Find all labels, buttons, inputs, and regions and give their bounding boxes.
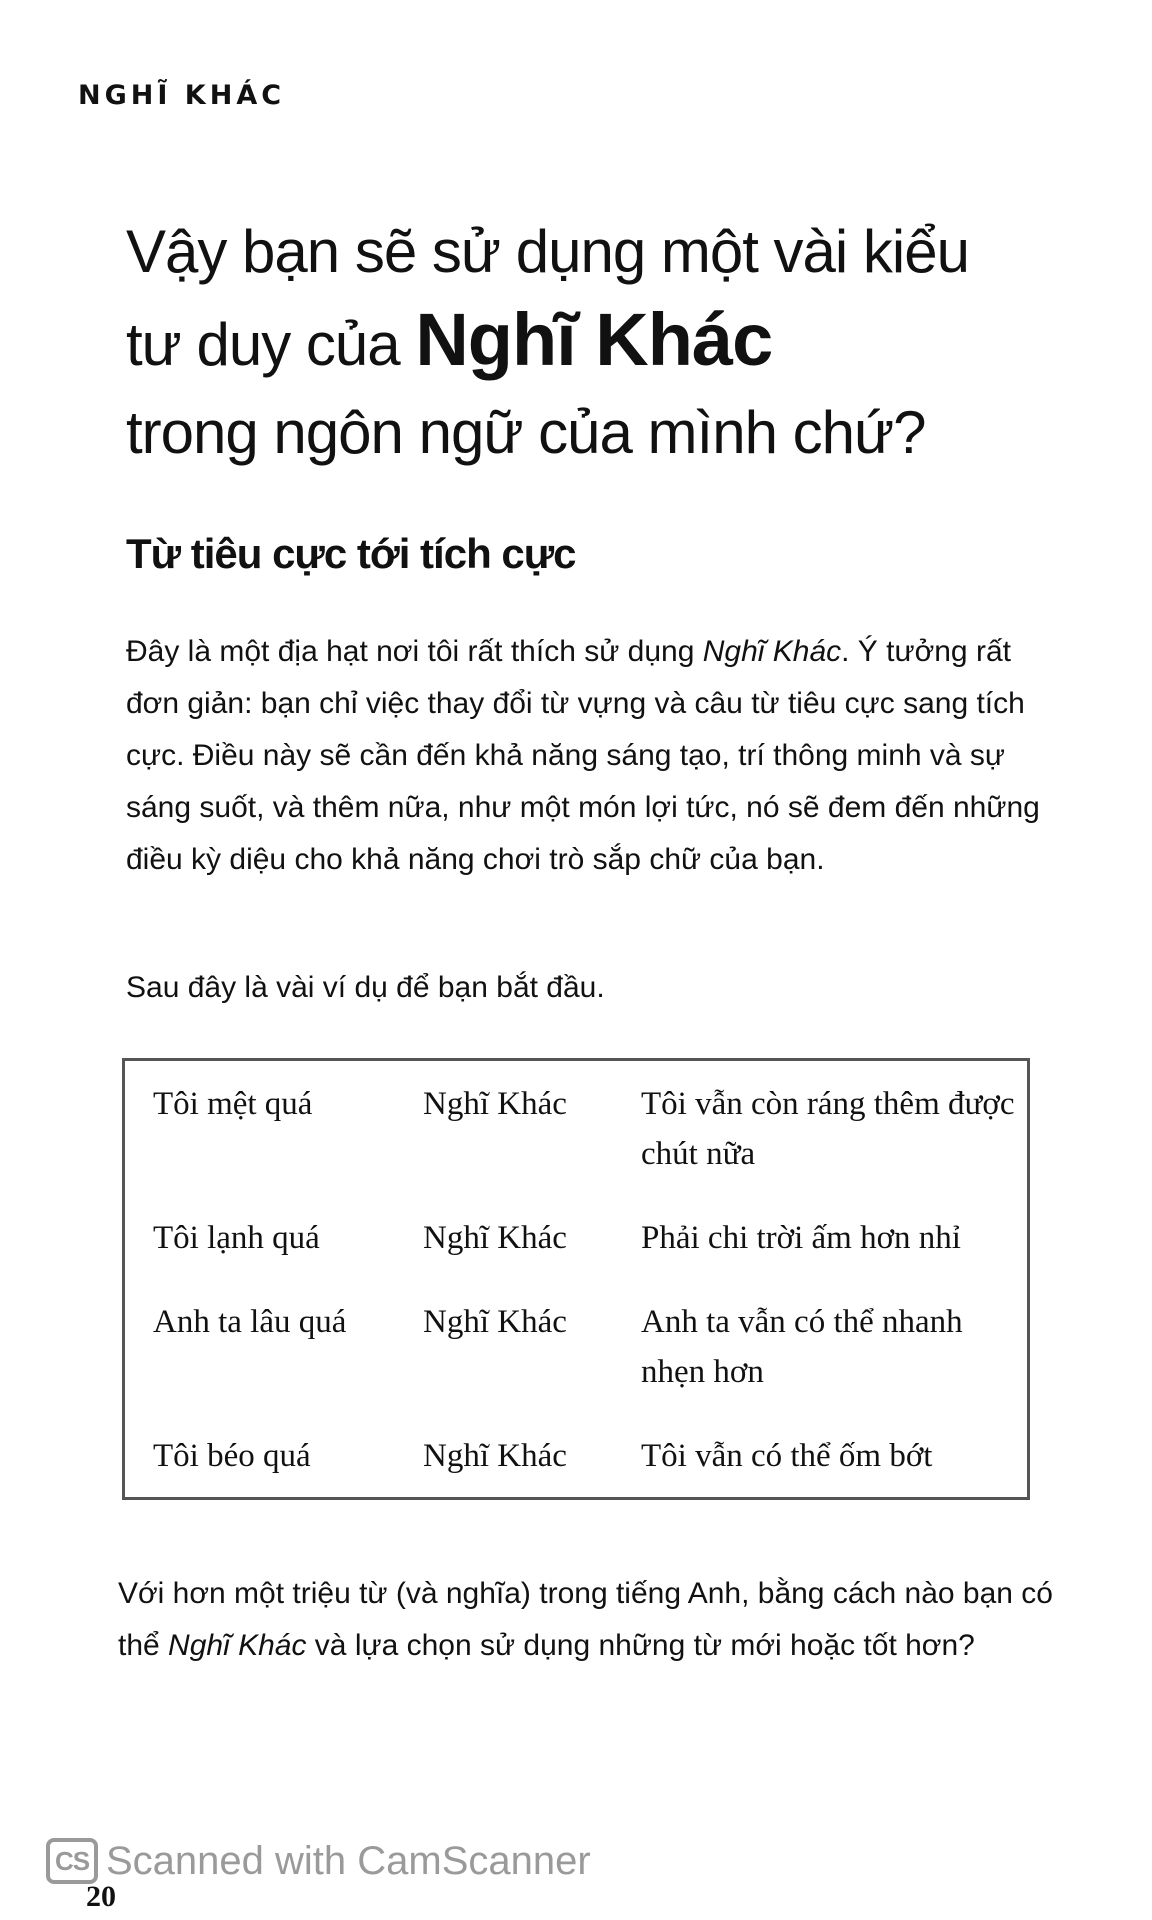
intro-text-end: . Ý tưởng rất đơn giản: bạn chỉ việc thay đổi từ vựng và câu từ tiêu cực sang tích cực. Điều này sẽ cần đến khả năng sáng tạo, trí thông minh và sự sáng suốt, và thêm nữa, như một món lợi tức, nó sẽ đem đến những điều kỳ diệu cho khả năng chơi trò sắp chữ của bạn.	[126, 635, 1040, 876]
intro-emphasis: Nghĩ Khác	[702, 635, 842, 668]
positive-phrase: Tôi vẫn có thể ốm bớt	[641, 1438, 933, 1474]
positive-phrase: Tôi vẫn còn ráng thêm được chút nữa	[641, 1086, 1015, 1172]
examples-table	[122, 1058, 1030, 1500]
positive-phrase: Phải chi trời ấm hơn nhỉ	[641, 1220, 961, 1256]
intro-text-start: Đây là một địa hạt nơi tôi rất thích sử dụng	[126, 635, 703, 668]
negative-phrase: Tôi lạnh quá	[153, 1220, 320, 1256]
positive-phrase: Anh ta vẫn có thể nhanh nhẹn hơn	[641, 1304, 963, 1390]
page-number: 20	[86, 1880, 116, 1913]
think-differently-label: Nghĩ Khác	[423, 1220, 567, 1256]
title-line-3: trong ngôn ngữ của mình chứ?	[126, 399, 926, 466]
examples-lead-paragraph: Sau đây là vài ví dụ để bạn bắt đầu.	[126, 971, 605, 1004]
closing-text-end: và lựa chọn sử dụng những từ mới hoặc tốt hơn?	[306, 1629, 975, 1662]
running-header: NGHĨ KHÁC	[78, 80, 286, 111]
closing-text-start: Với hơn một triệu từ (và nghĩa) trong tiếng Anh, bằng cách nào bạn có thể	[118, 1577, 1053, 1662]
negative-phrase: Anh ta lâu quá	[153, 1304, 347, 1340]
watermark-text: Scanned with CamScanner	[106, 1838, 591, 1883]
title-line-1: Vậy bạn sẽ sử dụng một vài kiểu	[126, 218, 969, 285]
closing-emphasis: Nghĩ Khác	[168, 1629, 307, 1662]
section-heading: Từ tiêu cực tới tích cực	[126, 530, 576, 577]
camscanner-logo-icon: CS	[46, 1838, 98, 1884]
scanner-watermark	[46, 1838, 591, 1884]
page-title	[126, 208, 1086, 477]
negative-phrase: Tôi mệt quá	[153, 1086, 313, 1122]
title-accent: Nghĩ Khác	[415, 298, 773, 381]
think-differently-label: Nghĩ Khác	[423, 1304, 567, 1340]
think-differently-label: Nghĩ Khác	[423, 1438, 567, 1474]
intro-paragraph	[126, 626, 1046, 886]
title-line-2-prefix: tư duy của	[126, 311, 416, 378]
negative-phrase: Tôi béo quá	[153, 1438, 311, 1474]
think-differently-label: Nghĩ Khác	[423, 1086, 567, 1122]
closing-paragraph	[118, 1568, 1058, 1672]
